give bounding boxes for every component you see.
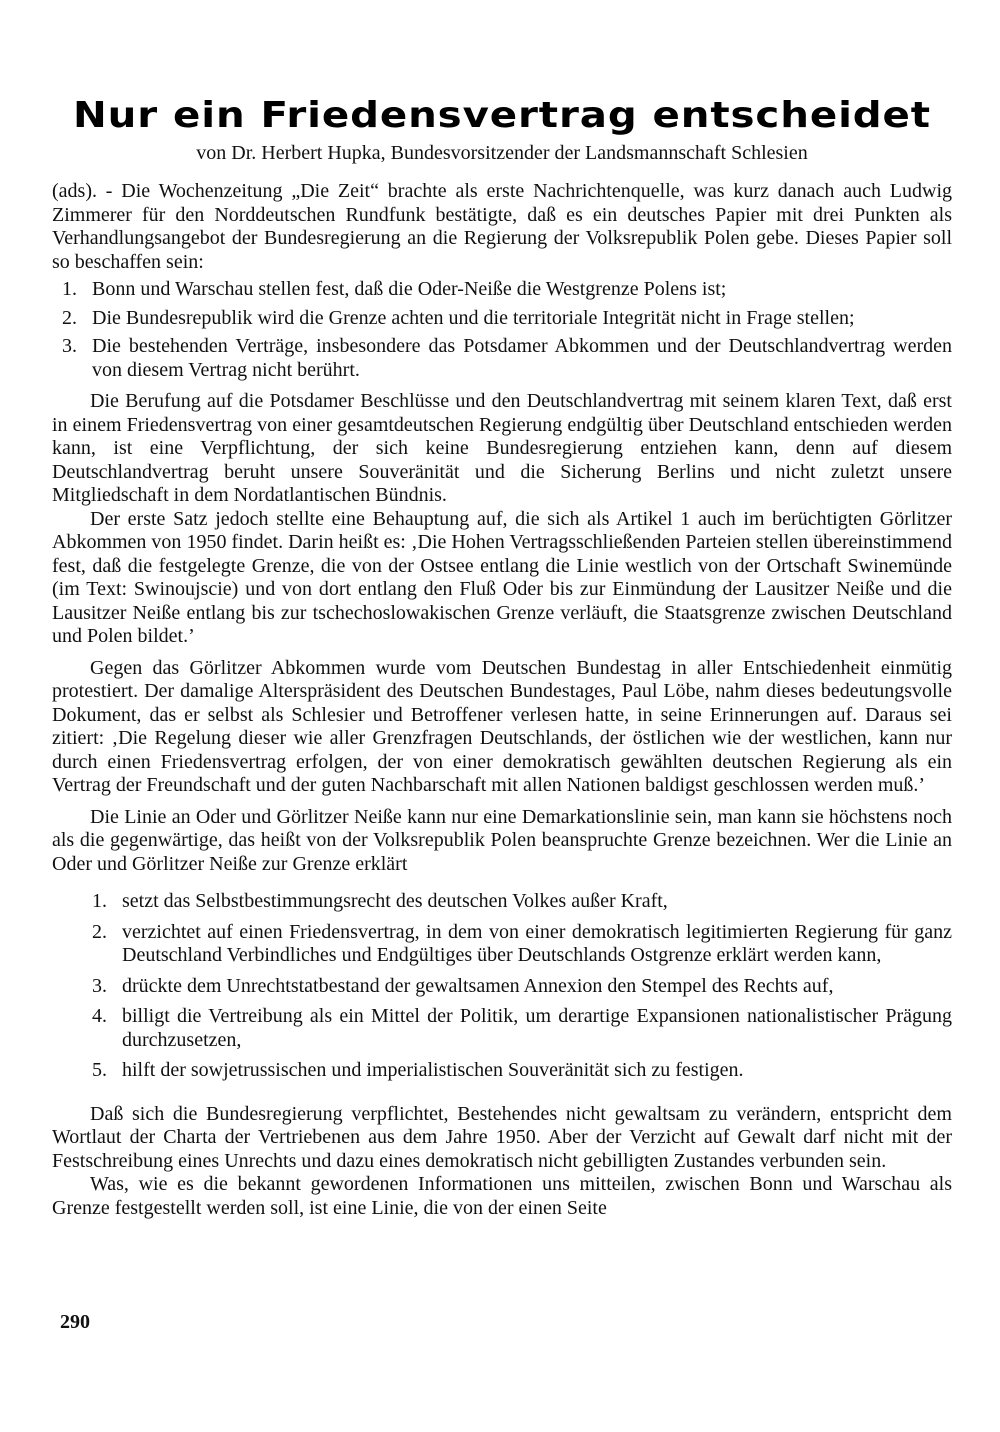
list-item-text: hilft der sowjetrussischen und imperialistischen Souveränität sich zu festigen. — [122, 1059, 744, 1081]
body-paragraph: Die Linie an Oder und Görlitzer Neiße kann nur eine Demarkationslinie sein, man kann sie höchstens noch als die gegenwärtige, das heißt von der Volksrepublik Polen beanspruchte Grenze bezeichnen. Wer die Linie an Oder und Görlitzer Neiße zur Grenze erklärt — [52, 805, 952, 875]
list-item — [62, 278, 952, 302]
list-item-text: verzichtet auf einen Friedensvertrag, in dem von einer demokratisch legitimierten Regierung für ganz Deutschland Verbindliches und Endgültiges über Deutschlands Ostgrenze erklärt werden kann, — [122, 920, 952, 966]
list-item-number: 2. — [92, 920, 107, 943]
list-item-number: 4. — [92, 1005, 107, 1027]
list-item-text: setzt das Selbstbestimmungsrecht des deutschen Volkes außer Kraft, — [122, 890, 668, 912]
list-item-number: 5. — [92, 1059, 107, 1081]
list-item-text: Die Bundesrepublik wird die Grenze achten und die territoriale Integrität nicht in Frage stellen; — [92, 306, 855, 329]
page-number: 290 — [60, 1311, 90, 1333]
body-paragraph: Daß sich die Bundesregierung verpflichtet, Bestehendes nicht gewaltsam zu verändern, entspricht dem Wortlaut der Charta der Vertriebenen aus dem Jahre 1950. Aber der Verzicht auf Gewalt darf nicht mit der Festschreibung eines Unrechts und dazu eines demokratisch nicht gebilligten Zustandes verbunden sein. — [52, 1102, 952, 1172]
list-item-number: 1. — [62, 278, 77, 300]
list-item-number: 1. — [92, 890, 107, 912]
list-item-number: 3. — [62, 335, 77, 357]
list-item-text: Bonn und Warschau stellen fest, daß die Oder-Neiße die Westgrenze Polens ist; — [92, 278, 727, 300]
list-item-text: drückte dem Unrechtstatbestand der gewaltsamen Annexion den Stempel des Rechts auf, — [122, 974, 834, 997]
article-byline: von Dr. Herbert Hupka, Bundesvorsitzender der Landsmannschaft Schlesien — [196, 142, 808, 164]
body-paragraph: Was, wie es die bekannt gewordenen Informationen uns mitteilen, zwischen Bonn und Warschau als Grenze festgestellt werden soll, ist eine Linie, die von der einen Seite — [52, 1173, 952, 1219]
list-item — [62, 335, 952, 382]
intro-paragraph: (ads). - Die Wochenzeitung „Die Zeit“ brachte als erste Nachrichtenquelle, was kurz danach auch Ludwig Zimmerer für den Norddeutschen Rundfunk bestätigte, daß es ein deutsches Papier mit drei Punkten als Verhandlungsangebot der Bundesregierung an die Regierung der Volksrepublik Polen gebe. Dieses Papier soll so beschaffen sein: — [52, 180, 952, 273]
list-item — [92, 1059, 952, 1083]
list-item — [92, 921, 952, 968]
body-paragraph: Gegen das Görlitzer Abkommen wurde vom Deutschen Bundestag in aller Entschiedenheit einmütig protestiert. Der damalige Alterspräsident des Deutschen Bundestages, Paul Löbe, nahm dieses bedeutungsvolle Dokument, das er selbst als Schlesier und Betroffener verlesen hatte, in seine Erinnerungen auf. Daraus sei zitiert: ‚Die Regelung dieser wie aller Grenzfragen Deutschlands, der östlichen wie der westlichen, kann nur durch einen Friedensvertrag erfolgen, der von einer demokratisch gewählten deutschen Regierung als ein Vertrag der Freundschaft und der guten Nachbarschaft mit allen Nationen baldigst geschlossen werden muß.’ — [52, 656, 952, 796]
consequences-list — [52, 890, 952, 1083]
list-item — [62, 307, 952, 331]
body-paragraph: Der erste Satz jedoch stellte eine Behauptung auf, die sich als Artikel 1 auch im berüchtigten Görlitzer Abkommen von 1950 findet. Darin heißt es: ‚Die Hohen Vertragsschließenden Parteien stellen übereinstimmend fest, daß die festgelegte Grenze, die von der Ostsee entlang die Linie westlich von der Ortschaft Swinemünde (im Text: Swinoujscie) und von dort entlang den Fluß Oder bis zur Einmündung der Lausitzer Neiße und die Lausitzer Neiße entlang bis zur tschechoslowakischen Grenze verläuft, die Staatsgrenze zwischen Deutschland und Polen bildet.’ — [52, 507, 952, 647]
list-item — [92, 890, 952, 914]
list-item — [92, 1005, 952, 1052]
list-item — [92, 975, 952, 999]
list-item-text: billigt die Vertreibung als ein Mittel der Politik, um derartige Expansionen nationalistischer Prägung durchzusetzen, — [122, 1005, 952, 1051]
list-item-text: Die bestehenden Verträge, insbesondere das Potsdamer Abkommen und der Deutschlandvertrag werden von diesem Vertrag nicht berührt. — [92, 335, 952, 381]
points-list — [52, 278, 952, 382]
list-item-number: 2. — [62, 306, 77, 329]
document-page — [52, 92, 952, 1412]
body-paragraph: Die Berufung auf die Potsdamer Beschlüsse und den Deutschlandvertrag mit seinem klaren Text, daß erst in einem Friedensvertrag von einer gesamtdeutschen Regierung endgültig über Deutschland entschieden werden kann, ist eine Verpflichtung, der sich keine Bundesregierung entziehen kann, denn auf diesem Deutschlandvertrag beruht unsere Souveränität und die Sicherung Berlins und nicht zuletzt unsere Mitgliedschaft in dem Nordatlantischen Bündnis. — [52, 390, 952, 506]
list-item-number: 3. — [92, 974, 107, 997]
article-title: Nur ein Friedensvertrag entscheidet — [73, 95, 931, 136]
